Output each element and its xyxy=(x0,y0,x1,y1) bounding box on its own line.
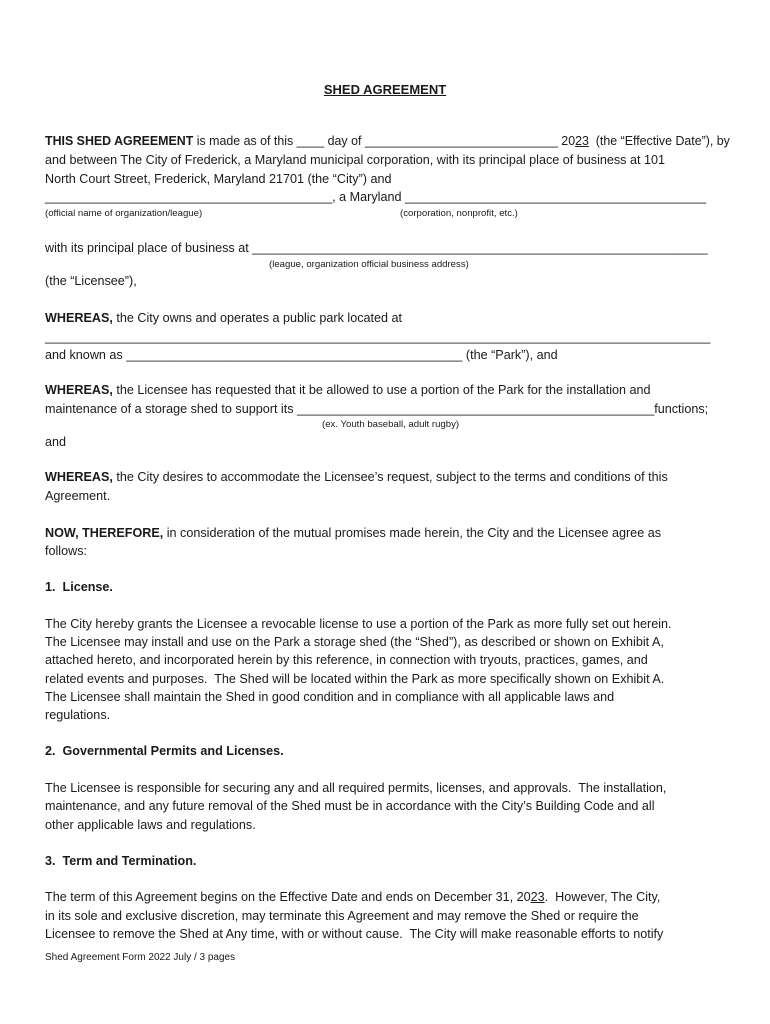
intro-line-1 xyxy=(45,132,730,150)
business-address-field[interactable]: with its principal place of business at _________________________________________________________________ xyxy=(45,241,708,255)
now-therefore-line-1 xyxy=(45,524,661,542)
park-name-field[interactable]: and known as ________________________________________________ (the “Park”), and xyxy=(45,348,558,362)
hint-corporation-type: (corporation, nonprofit, etc.) xyxy=(400,208,518,219)
intro-date-blanks[interactable]: is made as of this ____ day of ____________________________ 20 xyxy=(193,134,576,148)
section-1-line: attached hereto, and incorporated herein by this reference, in connection with tryouts, practices, games, and xyxy=(45,653,648,667)
whereas-3-line-2: Agreement. xyxy=(45,489,111,503)
section-3-however: . However, The City, xyxy=(544,890,661,904)
whereas-1-line-1 xyxy=(45,309,402,327)
hint-business-address: (league, organization official business address) xyxy=(269,259,469,270)
intro-licensee-def: (the “Licensee”), xyxy=(45,274,137,288)
section-1-line: The City hereby grants the Licensee a revocable license to use a portion of the Park as more fully set out herein. xyxy=(45,617,672,631)
whereas-1-text: the City owns and operates a public park located at xyxy=(112,311,403,325)
section-1-line: The Licensee may install and use on the Park a storage shed (the “Shed”), as described or shown on Exhibit A, xyxy=(45,635,664,649)
whereas-3-bold: WHEREAS, xyxy=(45,470,113,484)
section-2-line: maintenance, and any future removal of the Shed must be in accordance with the City’s Building Code and all xyxy=(45,799,655,813)
section-1-line: regulations. xyxy=(45,708,111,722)
section-2-heading: 2. Governmental Permits and Licenses. xyxy=(45,744,284,758)
section-2-line: other applicable laws and regulations. xyxy=(45,818,256,832)
hint-org-name: (official name of organization/league) xyxy=(45,208,203,219)
section-3-heading: 3. Term and Termination. xyxy=(45,854,197,868)
page-footer: Shed Agreement Form 2022 July / 3 pages xyxy=(45,952,236,963)
whereas-3-line-1 xyxy=(45,468,668,486)
functions-field[interactable]: maintenance of a storage shed to support its ___________________________________________________functions; xyxy=(45,402,709,416)
hint-functions: (ex. Youth baseball, adult rugby) xyxy=(322,419,460,430)
section-3-line-3: Licensee to remove the Shed at Any time, with or without cause. The City will make reasonable efforts to notify xyxy=(45,927,664,941)
intro-line-3: North Court Street, Frederick, Maryland 21701 (the “City”) and xyxy=(45,172,392,186)
section-3-line-2: in its sole and exclusive discretion, may terminate this Agreement and may remove the Shed or require the xyxy=(45,909,639,923)
section-3-line-1 xyxy=(45,888,660,906)
section-3-year: 23 xyxy=(530,890,545,904)
now-therefore-text: in consideration of the mutual promises made herein, the City and the Licensee agree as xyxy=(163,526,661,540)
section-2-line: The Licensee is responsible for securing any and all required permits, licenses, and approvals. The installation, xyxy=(45,781,667,795)
section-3-term-text: The term of this Agreement begins on the Effective Date and ends on December 31, 20 xyxy=(45,890,531,904)
intro-bold-lead: THIS SHED AGREEMENT xyxy=(45,134,194,148)
whereas-1-bold: WHEREAS, xyxy=(45,311,113,325)
park-location-field[interactable]: _______________________________________________________________________________________________ xyxy=(45,330,711,344)
document-title: SHED AGREEMENT xyxy=(323,82,447,97)
whereas-2-line-1 xyxy=(45,381,651,399)
section-1-line: The Licensee shall maintain the Shed in good condition and in compliance with all applicable laws and xyxy=(45,690,615,704)
licensee-name-field[interactable]: _________________________________________, a Maryland ___________________________________________ xyxy=(45,190,707,204)
now-therefore-line-2: follows: xyxy=(45,544,87,558)
intro-year: 23 xyxy=(575,134,589,148)
section-1-heading: 1. License. xyxy=(45,580,113,594)
whereas-3-text: the City desires to accommodate the Licensee’s request, subject to the terms and conditions of this xyxy=(112,470,668,484)
whereas-2-and: and xyxy=(45,435,67,449)
intro-effective-date: (the “Effective Date”), by xyxy=(588,134,730,148)
intro-line-2: and between The City of Frederick, a Maryland municipal corporation, with its principal place of business at 101 xyxy=(45,153,665,167)
whereas-2-text: the Licensee has requested that it be allowed to use a portion of the Park for the installation and xyxy=(112,383,651,397)
now-therefore-bold: NOW, THEREFORE, xyxy=(45,526,164,540)
whereas-2-bold: WHEREAS, xyxy=(45,383,113,397)
section-1-line: related events and purposes. The Shed will be located within the Park as more specifically shown on Exhibit A. xyxy=(45,672,665,686)
